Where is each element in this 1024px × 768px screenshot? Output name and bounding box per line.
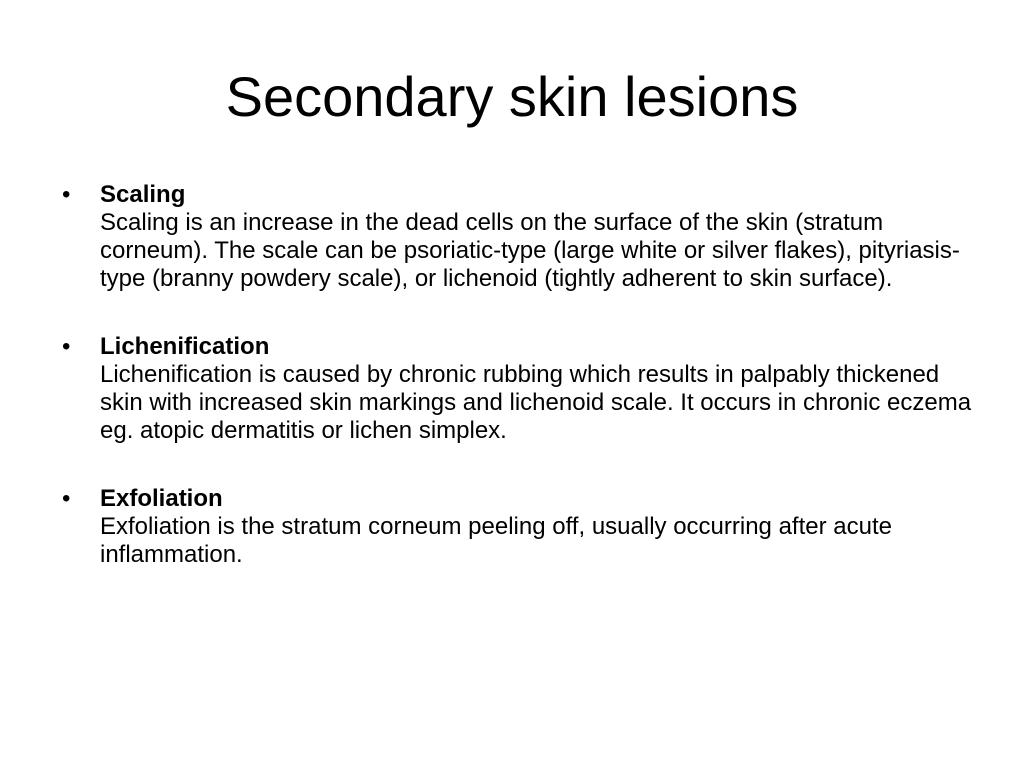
bullet-item-exfoliation bbox=[62, 485, 982, 569]
bullet-icon: • bbox=[62, 181, 71, 208]
slide-title: Secondary skin lesions bbox=[225, 65, 799, 128]
bullet-icon: • bbox=[62, 485, 71, 512]
bullet-item-scaling bbox=[62, 181, 982, 293]
bullet-list bbox=[62, 181, 982, 609]
bullet-heading: Exfoliation bbox=[100, 485, 223, 512]
bullet-icon: • bbox=[62, 333, 71, 360]
bullet-body: Lichenification is caused by chronic rubbing which results in palpably thickened skin with increased skin markings and lichenoid scale. It occurs in chronic eczema eg. atopic dermatitis or lichen simplex. bbox=[100, 361, 972, 444]
bullet-item-lichenification bbox=[62, 333, 982, 445]
bullet-heading: Scaling bbox=[100, 181, 186, 208]
bullet-body: Scaling is an increase in the dead cells on the surface of the skin (stratum corneum). The scale can be psoriatic-type (large white or silver flakes), pityriasis-type (branny powdery scale), or lichenoid (tightly adherent to skin surface). bbox=[100, 209, 960, 292]
bullet-heading: Lichenification bbox=[100, 333, 270, 360]
bullet-body: Exfoliation is the stratum corneum peeling off, usually occurring after acute inflammation. bbox=[100, 513, 892, 568]
